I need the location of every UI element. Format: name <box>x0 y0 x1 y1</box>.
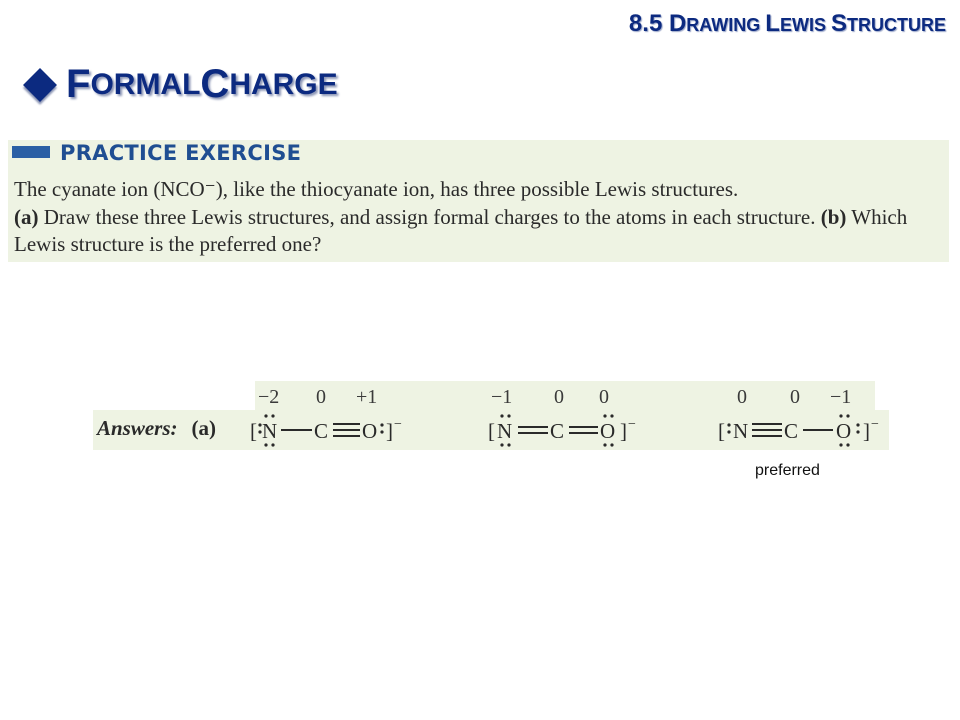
atom-s2-o: O <box>600 419 616 443</box>
practice-title: PRACTICE EXERCISE <box>60 141 302 165</box>
bond-s3-triple <box>752 424 782 436</box>
atom-s2-c: C <box>550 419 565 443</box>
bracket-close-1: ] <box>386 419 393 443</box>
page-title: F ORMAL C HARGE <box>22 62 338 107</box>
preferred-label: preferred <box>755 462 820 479</box>
bracket-open-1: [ <box>250 419 257 443</box>
lone-pairs-s1-o <box>380 423 383 433</box>
charge-s1-c: 0 <box>316 386 326 408</box>
atom-s1-c: C <box>314 419 329 443</box>
charge-s2-c: 0 <box>554 386 564 408</box>
charge-s1-n: −2 <box>258 386 280 408</box>
charge-s1-o: +1 <box>356 386 378 408</box>
atom-s3-o: O <box>836 419 852 443</box>
charge-s2-o: 0 <box>599 386 609 408</box>
lone-pairs-s3-n <box>727 423 730 433</box>
bond-s1-triple <box>333 424 360 436</box>
atom-s3-n: N <box>733 419 749 443</box>
charge-s3-n: 0 <box>737 386 747 408</box>
bond-s2-double-1 <box>518 427 548 433</box>
charge-s2-n: −1 <box>491 386 513 408</box>
charge-s3-o: −1 <box>830 386 852 408</box>
charge-s3-c: 0 <box>790 386 800 408</box>
practice-text: The cyanate ion (NCO⁻), like the thiocyanate ion, has three possible Lewis structures. (a) Draw these three Lewis structures, and assign formal charges to the atoms in each structure. (b) Which Lewis structure is the preferred one? <box>14 177 908 256</box>
atom-s1-o: O <box>362 419 378 443</box>
bracket-close-3: ] <box>863 419 870 443</box>
bond-s2-double-2 <box>569 427 598 433</box>
bracket-close-2: ] <box>620 419 627 443</box>
ion-charge-2: − <box>628 417 636 432</box>
ion-charge-1: − <box>394 417 402 432</box>
answers-label: Answers: (a) <box>97 416 217 440</box>
atom-s2-n: N <box>497 419 513 443</box>
section-title: 8.5 DRAWING LEWIS STRUCTURE <box>628 10 946 37</box>
atom-s1-n: N <box>262 419 278 443</box>
ion-charge-3: − <box>871 417 879 432</box>
atom-s3-c: C <box>784 419 799 443</box>
bracket-open-3: [ <box>718 419 725 443</box>
bracket-open-2: [ <box>488 419 495 443</box>
